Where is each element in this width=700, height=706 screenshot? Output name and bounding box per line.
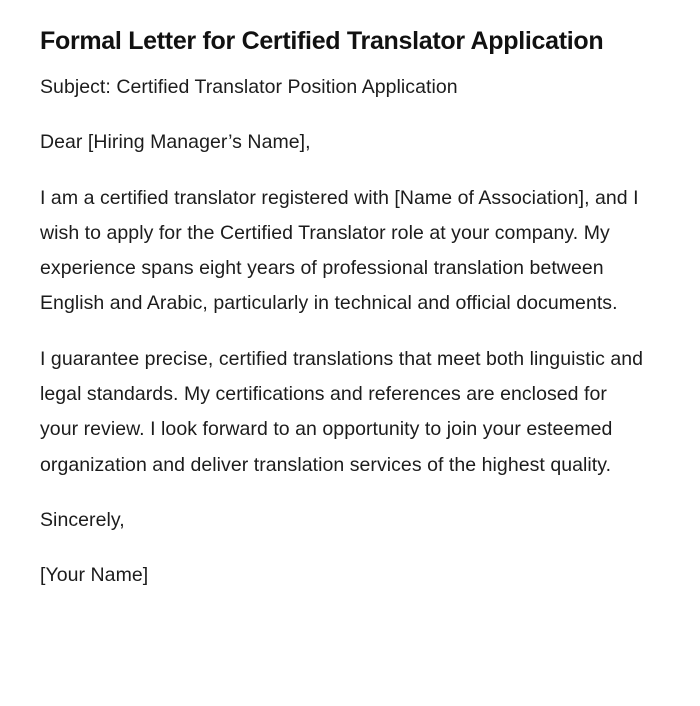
letter-title: Formal Letter for Certified Translator Application <box>40 27 604 55</box>
subject-line: Subject: Certified Translator Position Application <box>40 76 458 98</box>
body-paragraph-2: I guarantee precise, certified translations that meet both linguistic and legal standards. My certifications and references are enclosed for your review. I look forward to an opportunity to join your esteemed organization and deliver translation services of the highest quality. <box>40 347 644 476</box>
letter-document <box>40 24 650 594</box>
closing: Sincerely, <box>40 508 125 531</box>
signature: [Your Name] <box>40 564 149 587</box>
body-paragraph-1: I am a certified translator registered with [Name of Association], and I wish to apply for the Certified Translator role at your company. My experience spans eight years of professional translation between English and Arabic, particularly in technical and official documents. <box>40 186 639 315</box>
greeting: Dear [Hiring Manager’s Name], <box>40 131 311 154</box>
